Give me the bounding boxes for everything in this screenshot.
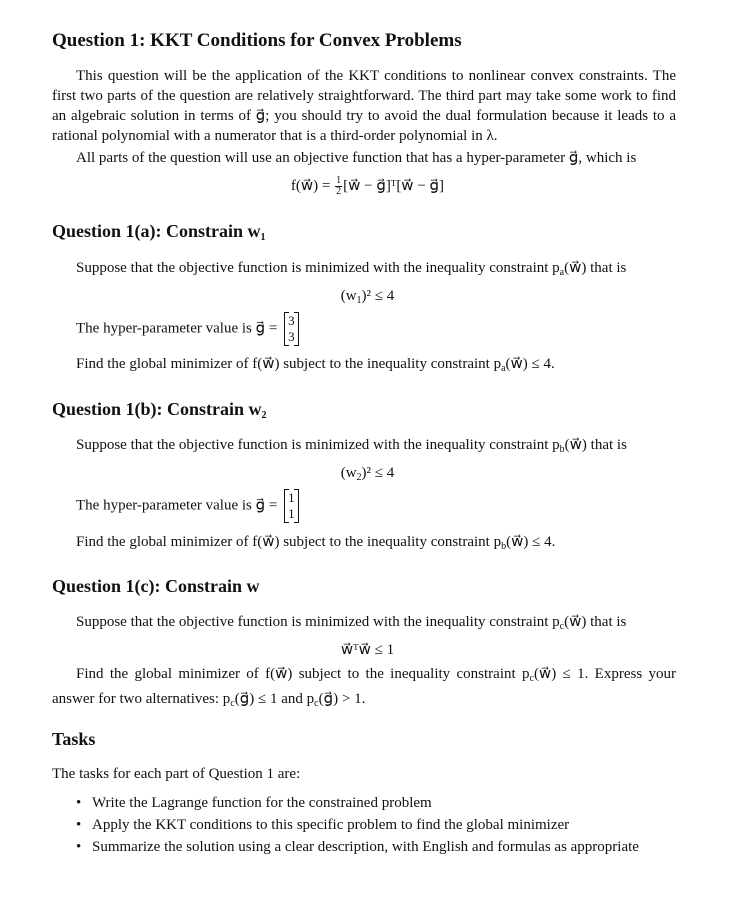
page-title: Question 1: KKT Conditions for Convex Problems	[52, 30, 462, 51]
part-b-constraint-end: )² ≤ 4	[361, 465, 395, 481]
part-c-constraint: w⃗ᵀw⃗ ≤ 1	[340, 642, 395, 658]
part-a-text: Suppose that the objective function is minimized with the inequality constraint p	[76, 260, 560, 276]
part-b-text-subscript: b	[559, 444, 565, 455]
tasks-list	[76, 792, 639, 858]
half-fraction	[335, 176, 342, 197]
list-item: • Apply the KKT conditions to this specific problem to find the global minimizer	[76, 814, 639, 836]
intro-paragraph-1: This question will be the application of the KKT conditions to nonlinear convex constraints. The first two parts of the question are relatively straightforward. The third part may take some work to find an algebraic solution in terms of g⃗; you should try to avoid the dual formulation because it leads to a rational polynomial with a numerator that is a third-order polynomial in λ.	[52, 68, 676, 144]
part-c-alt2-subscript: c	[314, 698, 319, 709]
part-a-constraint	[0, 286, 735, 311]
tasks-intro: The tasks for each part of Question 1 are:	[52, 766, 301, 782]
part-b-hyperparameter	[76, 489, 299, 523]
part-a-hyperparameter	[76, 312, 299, 346]
part-a-constraint-subscript: 1	[356, 295, 362, 306]
part-c-heading: Question 1(c): Constrain w⃗	[52, 576, 274, 596]
part-c-find-subscript: c	[529, 673, 534, 684]
part-b-constraint-subscript: 2	[356, 472, 362, 483]
part-a-g-value-2: 3	[288, 329, 295, 344]
part-b-find-end: (w⃗) ≤ 4.	[506, 534, 556, 550]
part-a-text-end: (w⃗) that is	[564, 260, 627, 276]
part-c-alt2: (g⃗) > 1.	[318, 691, 366, 707]
part-a-find	[76, 354, 555, 379]
part-a-find-end: (w⃗) ≤ 4.	[505, 356, 555, 372]
part-b-heading	[52, 398, 267, 427]
part-b-g-vector	[284, 489, 299, 523]
part-b-constraint-text	[76, 435, 627, 460]
list-item: • Summarize the solution using a clear description, with English and formulas as appropriate	[76, 836, 639, 858]
part-b-find-text: Find the global minimizer of f(w⃗) subject to the inequality constraint p	[76, 534, 502, 550]
part-b-find	[76, 532, 555, 557]
part-c-alt1-subscript: c	[230, 698, 235, 709]
part-b-text-end: (w⃗) that is	[564, 437, 627, 453]
part-a-heading	[52, 220, 266, 249]
part-a-find-subscript: a	[501, 363, 506, 374]
part-a-heading-subscript: 1	[260, 232, 266, 243]
part-a-constraint-text	[76, 258, 626, 283]
part-b-constraint	[0, 463, 735, 488]
part-b-heading-text: Question 1(b): Constrain w	[52, 399, 262, 419]
part-a-hyper-label: The hyper-parameter value is g⃗ =	[76, 320, 278, 337]
fraction-denominator: 2	[336, 186, 342, 198]
list-item: • Write the Lagrange function for the constrained problem	[76, 792, 639, 814]
part-b-find-subscript: b	[501, 541, 507, 552]
part-c-text: Suppose that the objective function is minimized with the inequality constraint p	[76, 614, 560, 630]
part-c-find	[52, 664, 676, 714]
tasks-heading: Tasks	[52, 729, 96, 749]
part-a-g-value-1: 3	[288, 313, 295, 328]
part-c-text-end: (w⃗) that is	[564, 614, 627, 630]
objective-equation	[0, 176, 735, 197]
fraction-numerator: 1	[336, 175, 342, 187]
part-b-constraint-start: (w	[340, 465, 357, 481]
intro-paragraph-2: All parts of the question will use an objective function that has a hyper-parameter g⃗, which is	[76, 150, 637, 166]
part-b-g-value-2: 1	[288, 506, 295, 521]
part-b-hyper-label: The hyper-parameter value is g⃗ =	[76, 497, 278, 514]
part-b-g-value-1: 1	[288, 490, 295, 505]
part-a-heading-text: Question 1(a): Constrain w	[52, 221, 261, 241]
part-c-find-end: (w⃗) ≤ 1. Express your answer for two alternatives: p	[52, 666, 676, 707]
part-a-find-text: Find the global minimizer of f(w⃗) subject to the inequality constraint p	[76, 356, 502, 372]
objective-lhs: f(w⃗) =	[290, 178, 335, 194]
part-c-constraint-text	[76, 612, 626, 637]
part-b-heading-subscript: 2	[261, 410, 267, 421]
part-c-text-subscript: c	[559, 621, 565, 632]
part-c-alt1: (g⃗) ≤ 1 and p	[234, 691, 315, 707]
part-a-g-vector	[284, 312, 299, 346]
objective-rhs: [w⃗ − g⃗]ᵀ[w⃗ − g⃗]	[343, 178, 445, 194]
part-a-constraint-start: (w	[340, 288, 357, 304]
part-b-text: Suppose that the objective function is minimized with the inequality constraint p	[76, 437, 560, 453]
part-a-text-subscript: a	[559, 267, 565, 278]
part-c-find-text: Find the global minimizer of f(w⃗) subject to the inequality constraint p	[76, 666, 530, 682]
part-a-constraint-end: )² ≤ 4	[361, 288, 395, 304]
